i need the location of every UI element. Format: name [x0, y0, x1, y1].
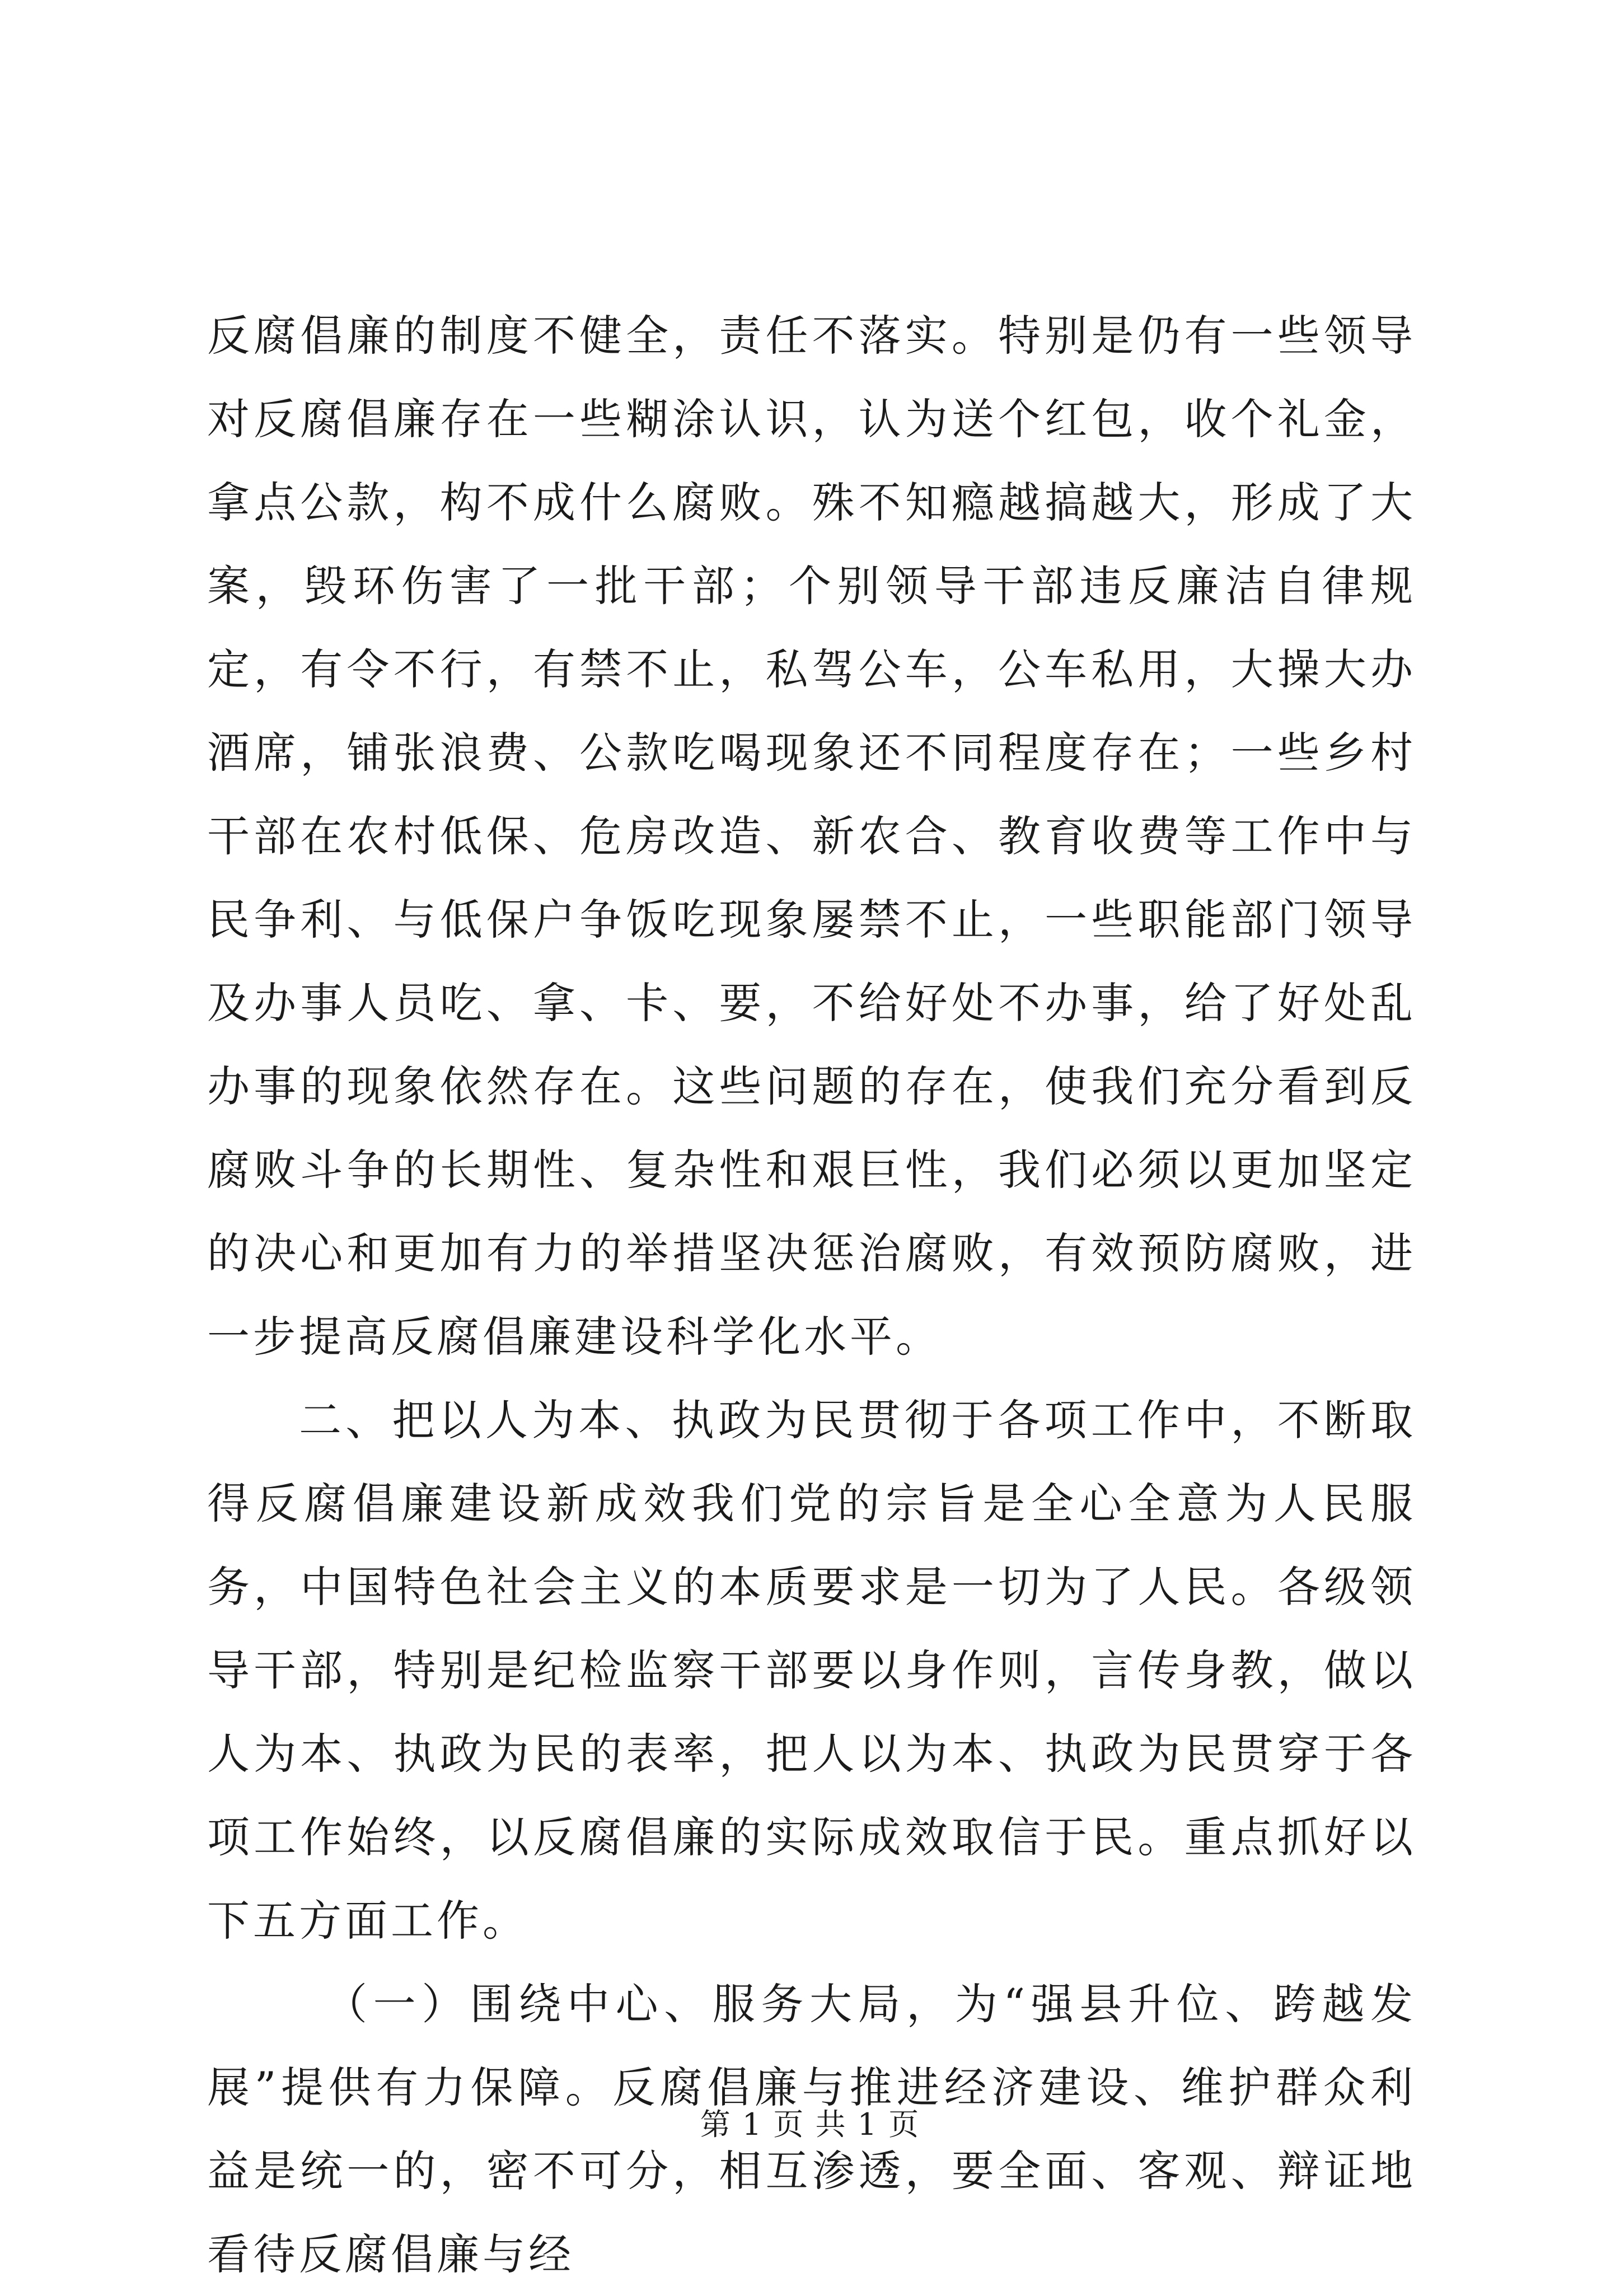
page-number-footer: 第 1 页 共 1 页 — [700, 2107, 920, 2142]
paragraph-3: （一）围绕中心、服务大局，为“强县升位、跨越发展”提供有力保障。反腐倡廉与推进经济建设、维护群众利益是统一的，密不可分，相互渗透，要全面、客观、辩证地看待反腐倡廉与经 — [207, 1979, 1416, 2279]
paragraph-1: 反腐倡廉的制度不健全，责任不落实。特别是仍有一些领导对反腐倡廉存在一些糊涂认识，认为送个红包，收个礼金，拿点公款，构不成什么腐败。殊不知瘾越搞越大，形成了大案，毁环伤害了一批干部；个别领导干部违反廉洁自律规定，有令不行，有禁不止，私驾公车，公车私用，大操大办酒席，铺张浪费、公款吃喝现象还不同程度存在；一些乡村干部在农村低保、危房改造、新农合、教育收费等工作中与民争利、与低保户争饭吃现象屡禁不止，一些职能部门领导及办事人员吃、拿、卡、要，不给好处不办事，给了好处乱办事的现象依然存在。这些问题的存在，使我们充分看到反腐败斗争的长期性、复杂性和艰巨性，我们必须以更加坚定的决心和更加有力的举措坚决惩治腐败，有效预防腐败，进一步提高反腐倡廉建设科学化水平。 — [207, 311, 1416, 1362]
paragraph-2: 二、把以人为本、执政为民贯彻于各项工作中，不断取得反腐倡廉建设新成效我们党的宗旨是全心全意为人民服务，中国特色社会主义的本质要求是一切为了人民。各级领导干部，特别是纪检监察干部要以身作则，言传身教，做以人为本、执政为民的表率，把人以为本、执政为民贯穿于各项工作始终，以反腐倡廉的实际成效取信于民。重点抓好以下五方面工作。 — [207, 1395, 1416, 1946]
document-body — [207, 294, 1416, 2296]
